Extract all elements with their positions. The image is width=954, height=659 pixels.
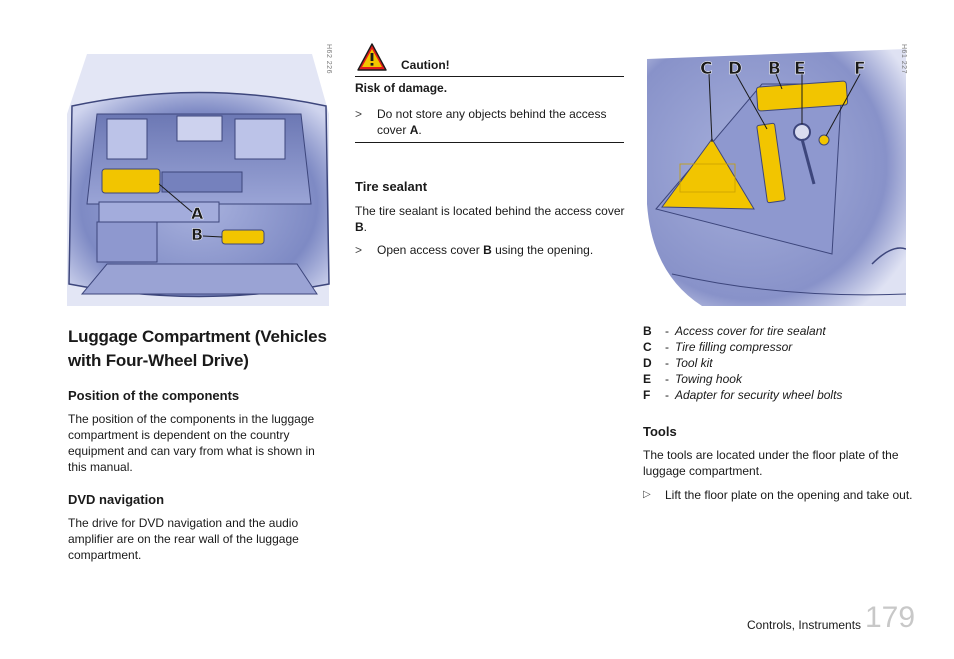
- caution-step-text: Do not store any objects behind the access cover A.: [377, 107, 607, 137]
- caution-step: [355, 106, 624, 138]
- legend-letter: B: [643, 324, 652, 338]
- position-paragraph: The position of the components in the luggage compartment is dependent on the country equipment and can vary from what is shown in this manual.: [68, 412, 315, 474]
- figure-label-f: F: [854, 59, 866, 79]
- page-title: Luggage Compartment (Vehicles with Four-Wheel Drive): [68, 327, 327, 370]
- figure-label-e: E: [794, 59, 806, 79]
- legend-sep: -: [665, 324, 669, 338]
- footer-section: Controls, Instruments: [747, 618, 862, 632]
- step-marker: >: [355, 107, 363, 121]
- legend-item: [643, 339, 913, 355]
- legend-text: Tire filling compressor: [675, 340, 793, 354]
- risk-title: Risk of damage.: [355, 81, 448, 95]
- luggage-detail-illustration: [642, 44, 906, 306]
- caution-top-rule: [355, 76, 624, 77]
- legend-text: Adapter for security wheel bolts: [675, 388, 843, 402]
- tools-step: [643, 487, 918, 503]
- figure-label-b: B: [191, 225, 204, 244]
- tools-subheading: Tools: [643, 424, 677, 439]
- dvd-paragraph: The drive for DVD navigation and the audio amplifier are on the rear wall of the luggage compartment.: [68, 516, 299, 562]
- legend-text: Access cover for tire sealant: [675, 324, 826, 338]
- luggage-overview-figure: [67, 44, 331, 306]
- tools-paragraph: The tools are located under the floor plate of the luggage compartment.: [643, 448, 899, 478]
- figure-label-a: A: [191, 204, 204, 223]
- legend-item: [643, 371, 913, 387]
- left-figure-code: H62 226: [325, 44, 332, 74]
- legend-item: [643, 355, 913, 371]
- sealant-step: [355, 242, 624, 258]
- figure-label-c: C: [700, 59, 713, 79]
- position-subheading: Position of the components: [68, 388, 240, 403]
- legend-item: [643, 323, 913, 339]
- dvd-subheading: DVD navigation: [68, 492, 165, 507]
- right-figure-code: H61 227: [900, 44, 907, 74]
- page-number: 179: [865, 601, 916, 634]
- figure-label-d: D: [728, 59, 743, 79]
- legend-letter: D: [643, 356, 652, 370]
- legend-sep: -: [665, 388, 669, 402]
- caution-title: Caution!: [401, 58, 450, 72]
- sealant-subheading: Tire sealant: [355, 179, 428, 194]
- legend-text: Towing hook: [675, 372, 742, 386]
- step-marker: >: [355, 243, 363, 257]
- figure-label-b: B: [768, 59, 781, 79]
- figure-legend: [643, 323, 913, 403]
- sealant-paragraph: The tire sealant is located behind the access cover B.: [355, 204, 625, 234]
- legend-sep: -: [665, 356, 669, 370]
- luggage-detail-figure: [642, 44, 906, 306]
- legend-letter: E: [643, 372, 652, 386]
- legend-letter: C: [643, 340, 652, 354]
- tools-step-text: Lift the floor plate on the opening and take out.: [665, 488, 913, 502]
- step-marker: ▷: [643, 489, 651, 500]
- caution-bottom-rule: [355, 142, 624, 143]
- sealant-step-text: Open access cover B using the opening.: [377, 243, 594, 257]
- luggage-compartment-illustration: [67, 44, 331, 306]
- legend-sep: -: [665, 372, 669, 386]
- legend-letter: F: [643, 388, 651, 402]
- legend-sep: -: [665, 340, 669, 354]
- legend-item: [643, 387, 913, 403]
- legend-text: Tool kit: [675, 356, 713, 370]
- warning-triangle-icon: [356, 42, 388, 72]
